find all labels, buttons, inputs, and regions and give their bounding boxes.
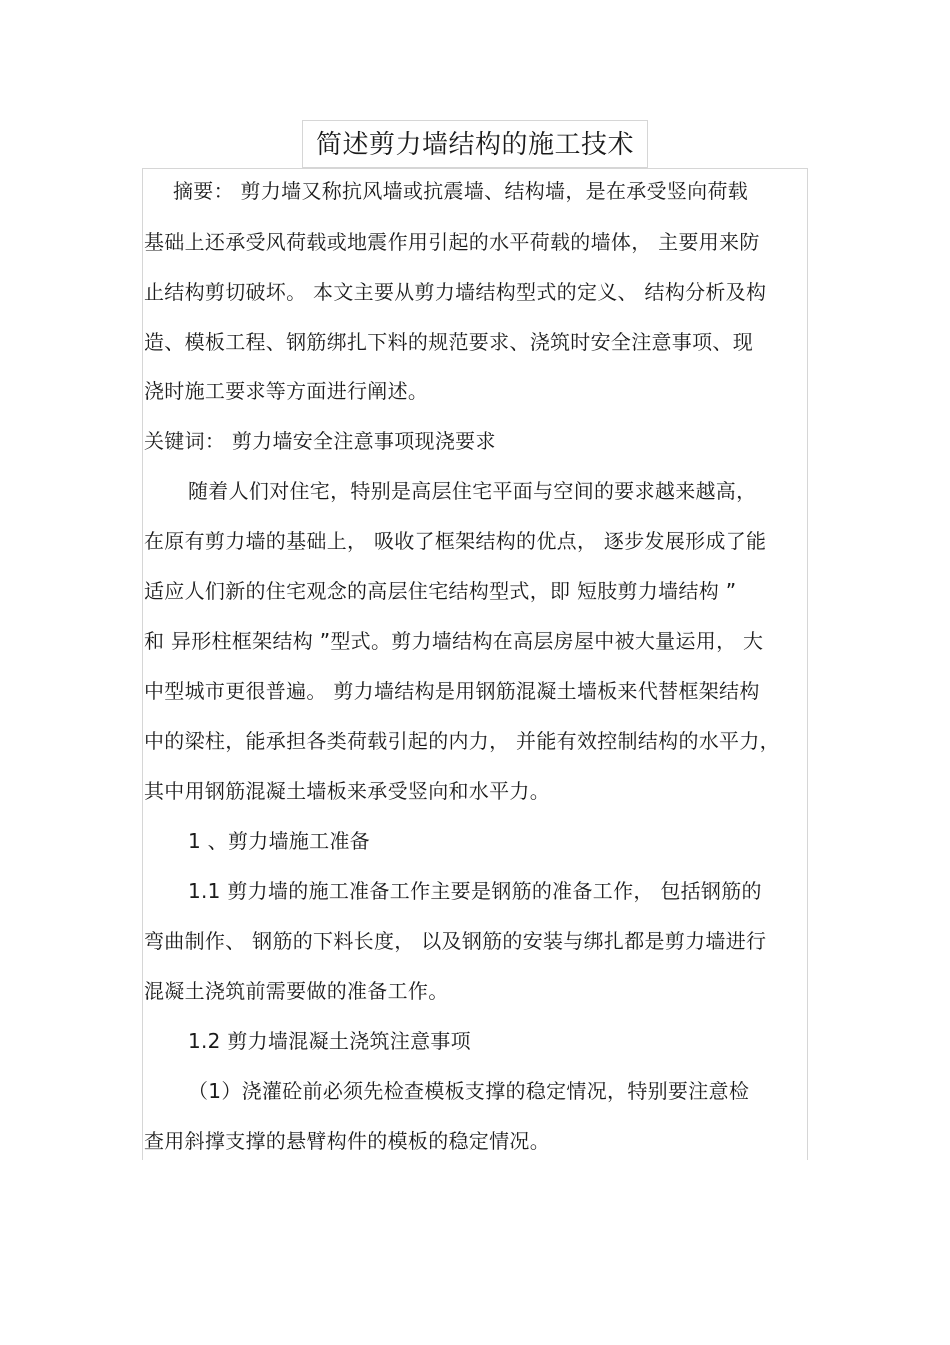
subsection-heading: 1.2 剪力墙混凝土浇筑注意事项 [188,1029,471,1053]
body-line: 适应人们新的住宅观念的高层住宅结构型式，即 短肢剪力墙结构 ” [144,579,737,603]
text-frame-left-border [142,168,143,1160]
document-title: 简述剪力墙结构的施工技术 [315,130,634,160]
body-line: 随着人们对住宅，特别是高层住宅平面与空间的要求越来越高， [188,479,757,503]
abstract-line: 基础上还承受风荷载或地震作用引起的水平荷载的墙体， 主要用来防 [144,230,760,254]
abstract-line: 造、模板工程、钢筋绑扎下料的规范要求、浇筑时安全注意事项、现 [144,330,753,354]
body-line: 1.1 剪力墙的施工准备工作主要是钢筋的准备工作， 包括钢筋的 [188,879,762,903]
text-frame-top-border [142,168,808,169]
body-line: 混凝土浇筑前需要做的准备工作。 [144,979,449,1003]
text-frame-right-border [807,168,808,1160]
body-line: 中的梁柱，能承担各类荷载引起的内力， 并能有效控制结构的水平力， [144,729,780,753]
abstract-line: 止结构剪切破坏。 本文主要从剪力墙结构型式的定义、 结构分析及构 [144,280,767,304]
body-line: 查用斜撑支撑的悬臂构件的模板的稳定情况。 [144,1129,550,1153]
body-line: 弯曲制作、 钢筋的下料长度， 以及钢筋的安装与绑扎都是剪力墙进行 [144,929,767,953]
body-line: 其中用钢筋混凝土墙板来承受竖向和水平力。 [144,779,550,803]
body-line: 和 异形柱框架结构 ”型式。剪力墙结构在高层房屋中被大量运用， 大 [144,629,764,653]
abstract-line: 摘要： 剪力墙又称抗风墙或抗震墙、结构墙，是在承受竖向荷载 [173,179,749,203]
body-line: 在原有剪力墙的基础上， 吸收了框架结构的优点， 逐步发展形成了能 [144,529,767,553]
keywords-line: 关键词： 剪力墙安全注意事项现浇要求 [144,429,496,453]
section-heading: 1 、剪力墙施工准备 [188,829,371,853]
body-line: 中型城市更很普遍。 剪力墙结构是用钢筋混凝土墙板来代替框架结构 [144,679,760,703]
body-line: （1）浇灌砼前必须先检查模板支撑的稳定情况，特别要注意检 [188,1079,750,1103]
abstract-line: 浇时施工要求等方面进行阐述。 [144,379,429,403]
